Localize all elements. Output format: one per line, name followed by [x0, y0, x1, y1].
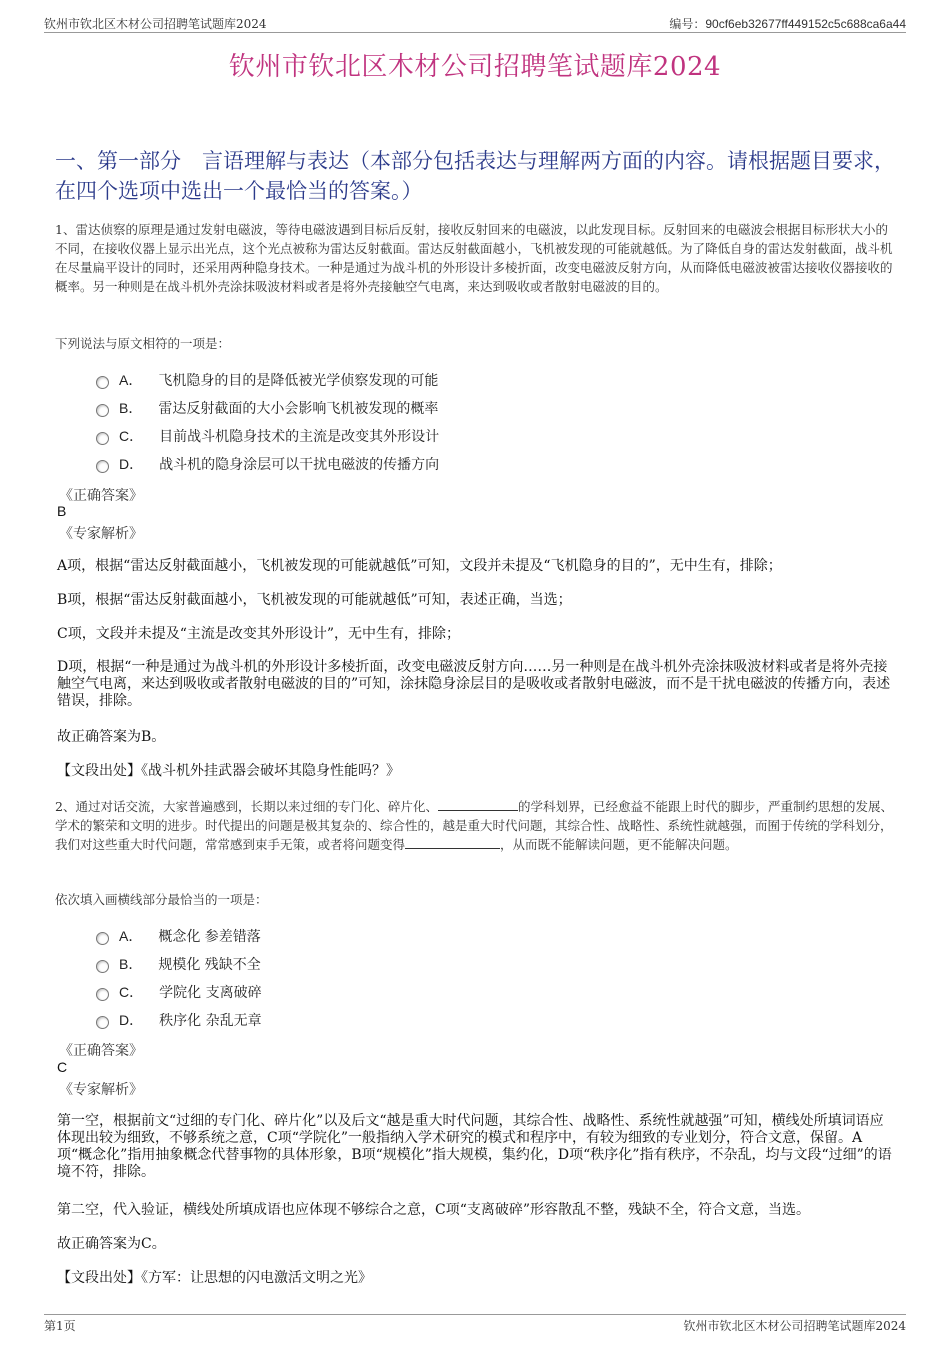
q1-option-b[interactable] [96, 398, 438, 418]
radio-icon[interactable] [96, 376, 109, 389]
q1-option-d[interactable] [96, 454, 439, 474]
q2-passage-part3: ，从而既不能解读问题，更不能解决问题。 [500, 837, 738, 852]
option-text: 学院化 支离破碎 [159, 985, 262, 1001]
option-text: 规模化 残缺不全 [158, 957, 261, 973]
fill-blank-1[interactable] [438, 798, 518, 811]
q1-analysis-b: B项，根据“雷达反射截面越小，飞机被发现的可能就越低”可知，表述正确，当选； [57, 592, 572, 608]
q2-option-b[interactable] [96, 954, 261, 974]
q1-analysis-label: 《专家解析》 [59, 526, 143, 542]
option-letter: C． [119, 984, 144, 1000]
q1-answer-label: 《正确答案》 [59, 488, 143, 504]
q1-option-c[interactable] [96, 426, 439, 446]
header-code-value: 90cf6eb32677ff449152c5c688ca6a44 [705, 17, 906, 31]
q1-analysis-c: C项，文段并未提及“主流是改变其外形设计”，无中生有，排除； [57, 626, 461, 642]
q1-passage: 1、雷达侦察的原理是通过发射电磁波，等待电磁波遇到目标后反射，接收反射回来的电磁波，以此发现目标。反射回来的电磁波会根据目标形状大小的不同，在接收仪器上显示出光点，这个光点被称为雷达反射截面。雷达反射截面越小，飞机被发现的可能就越低。为了降低自身的雷达发射截面，战斗机在尽量扁平设计的同时，还采用两种隐身技术。一种是通过为战斗机的外形设计多棱折面，改变电磁波反射方向，从而降低电磁波被雷达接收仪器接收的概率。另一种则是在战斗机外壳涂抹吸波材料或者是将外壳接触空气电离，来达到吸收或者散射电磁波的目的。 [55, 222, 893, 294]
option-letter: D． [119, 1012, 144, 1028]
footer-doc-title: 钦州市钦北区木材公司招聘笔试题库2024 [683, 1319, 906, 1333]
option-letter: A． [119, 372, 143, 388]
option-letter: C． [119, 428, 144, 444]
q2-analysis-label: 《专家解析》 [59, 1082, 143, 1098]
radio-icon[interactable] [96, 432, 109, 445]
q2-passage-part1: 2、通过对话交流，大家普遍感到，长期以来过细的专门化、碎片化、 [55, 799, 438, 814]
q2-option-c[interactable] [96, 982, 262, 1002]
q2-source: 【文段出处】《方军：让思想的闪电激活文明之光》 [57, 1270, 372, 1286]
option-letter: A． [119, 928, 143, 944]
q1-analysis-a: A项，根据“雷达反射截面越小，飞机被发现的可能就越低”可知，文段并未提及“飞机隐身的目的”，无中生有，排除； [57, 558, 782, 574]
header-doc-code [669, 15, 906, 32]
q1-option-a[interactable] [96, 370, 438, 390]
header-code-label: 编号： [669, 17, 706, 31]
option-text: 飞机隐身的目的是降低被光学侦察发现的可能 [158, 373, 439, 389]
q2-prompt: 依次填入画横线部分最恰当的一项是： [55, 892, 268, 907]
q1-answer: B [57, 503, 67, 519]
q1-source: 【文段出处】《战斗机外挂武器会破坏其隐身性能吗？》 [57, 763, 400, 779]
option-letter: B． [119, 956, 143, 972]
radio-icon[interactable] [96, 404, 109, 417]
option-text: 秩序化 杂乱无章 [159, 1013, 262, 1029]
q2-answer: C [57, 1059, 68, 1075]
q2-analysis-first-blank: 第一空，根据前文“过细的专门化、碎片化”以及后文“越是重大时代问题，其综合性、战略性、系统性就越强”可知，横线处所填词语应体现出较为细致，不够系统之意，C项“学院化”一般指纳入学术研究的模式和程序中，有较为细致的专业划分，符合文意，保留。A项“概念化”指用抽象概念代替事物的具体形象，B项“规模化”指大规模，集约化，D项“秩序化”指有秩序，不杂乱，均与文段“过细”的语境不符，排除。 [57, 1113, 892, 1180]
radio-icon[interactable] [96, 1016, 109, 1029]
page-number: 第1页 [44, 1319, 76, 1333]
option-letter: D． [119, 456, 144, 472]
q2-option-a[interactable] [96, 926, 261, 946]
page-title: 钦州市钦北区木材公司招聘笔试题库2024 [228, 52, 722, 82]
q1-analysis-d: D项，根据“一种是通过为战斗机的外形设计多棱折面，改变电磁波反射方向……另一种则是在战斗机外壳涂抹吸波材料或者是将外壳接触空气电离，来达到吸收或者散射电磁波的目的”可知，涂抹隐身涂层目的是吸收或者散射电磁波，而不是干扰电磁波的传播方向，表述错误，排除。 [57, 659, 891, 709]
option-letter: B． [119, 400, 143, 416]
page-header [44, 12, 906, 33]
q2-option-d[interactable] [96, 1010, 262, 1030]
q1-prompt: 下列说法与原文相符的一项是： [55, 336, 231, 351]
option-text: 雷达反射截面的大小会影响飞机被发现的概率 [158, 401, 439, 417]
option-text: 概念化 参差错落 [158, 929, 261, 945]
header-doc-title: 钦州市钦北区木材公司招聘笔试题库2024 [44, 17, 267, 31]
section-heading: 一、第一部分 言语理解与表达（本部分包括表达与理解两方面的内容。请根据题目要求，在四个选项中选出一个最恰当的答案。） [55, 149, 895, 203]
radio-icon[interactable] [96, 988, 109, 1001]
option-text: 目前战斗机隐身技术的主流是改变其外形设计 [159, 429, 440, 445]
q2-analysis-second-blank: 第二空，代入验证，横线处所填成语也应体现不够综合之意，C项“支离破碎”形容散乱不整，残缺不全，符合文意，当选。 [57, 1202, 811, 1218]
q2-passage-part2: 的学科划界，已经愈益不能跟上时代的脚步，严重制约思想的发展、学术的繁荣和文明的进步。时代提出的问题是极其复杂的、综合性的，越是重大时代问题，其综合性、战略性、系统性就越强，而囿于传统的学科划分，我们对这些重大时代问题，常常感到束手无策，或者将问题变得 [55, 799, 893, 852]
page-footer [44, 1314, 906, 1335]
option-text: 战斗机的隐身涂层可以干扰电磁波的传播方向 [159, 457, 440, 473]
fill-blank-2[interactable] [405, 836, 500, 849]
q2-analysis-conclusion: 故正确答案为C。 [57, 1236, 166, 1252]
radio-icon[interactable] [96, 460, 109, 473]
radio-icon[interactable] [96, 960, 109, 973]
radio-icon[interactable] [96, 932, 109, 945]
q1-analysis-conclusion: 故正确答案为B。 [57, 729, 166, 745]
q2-answer-label: 《正确答案》 [59, 1043, 143, 1059]
q2-passage [55, 797, 897, 854]
